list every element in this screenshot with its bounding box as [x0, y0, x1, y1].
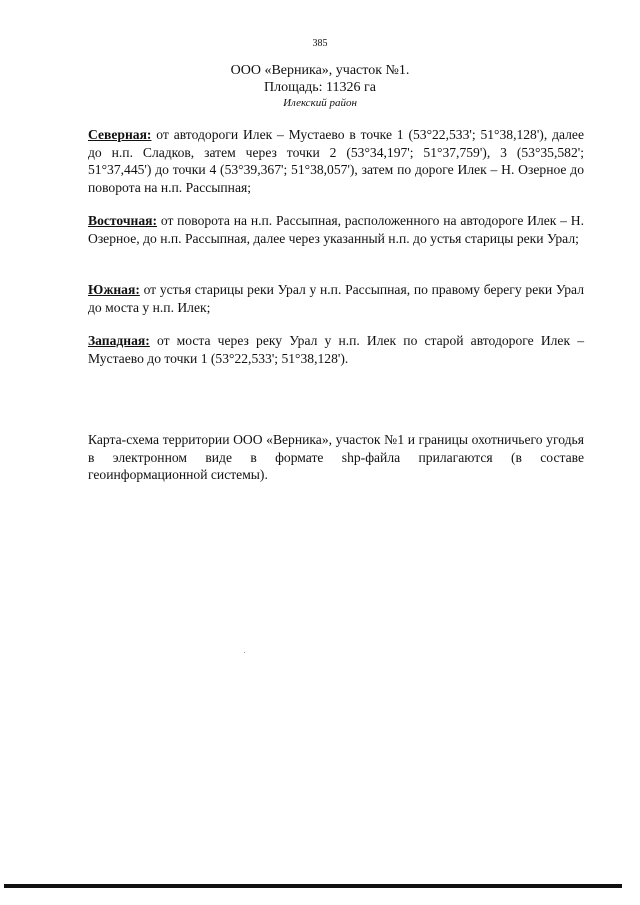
boundary-east-text: от поворота на н.п. Рассыпная, расположенного на автодороге Илек – Н. Озерное, до н.п. Рассыпная, далее через указанный н.п. до устья старицы реки Урал; [88, 213, 584, 246]
boundary-east-heading: Восточная: [88, 213, 158, 228]
boundary-south-text: от устья старицы реки Урал у н.п. Рассыпная, по правому берегу реки Урал до моста у н.п. Илек; [88, 282, 584, 315]
boundary-west-text: от моста через реку Урал у н.п. Илек по старой автодороге Илек – Мустаево до точки 1 (53°22,533'; 51°38,128'). [88, 333, 584, 366]
bottom-rule [4, 884, 622, 888]
document-header [0, 62, 640, 110]
boundary-west [88, 332, 584, 367]
district-line: Илекский район [283, 97, 357, 109]
boundary-north [88, 126, 584, 196]
boundary-west-heading: Западная: [88, 333, 150, 348]
boundary-east [88, 212, 584, 247]
boundary-south-heading: Южная: [88, 282, 140, 297]
area-line: Площадь: 11326 га [264, 80, 376, 95]
boundary-south [88, 281, 584, 316]
page-number: 385 [312, 38, 328, 49]
scan-speck [244, 652, 245, 653]
boundary-north-heading: Северная: [88, 127, 152, 142]
boundary-north-text: от автодороги Илек – Мустаево в точке 1 (53°22,533'; 51°38,128'), далее до н.п. Сладков, затем через точки 2 (53°34,197'; 51°37,759'), 3 (53°35,582'; 51°37,445') до точки 4 (53°39,367'; 51°38,057'), затем по дороге Илек – Н. Озерное до поворота на н.п. Рассыпная; [88, 127, 584, 195]
document-title: ООО «Верника», участок №1. [230, 63, 410, 78]
map-attachment-note: Карта-схема территории ООО «Верника», участок №1 и границы охотничьего угодья в электронном виде в формате shp-файла прилагаются (в составе геоинформационной системы). [88, 432, 584, 482]
